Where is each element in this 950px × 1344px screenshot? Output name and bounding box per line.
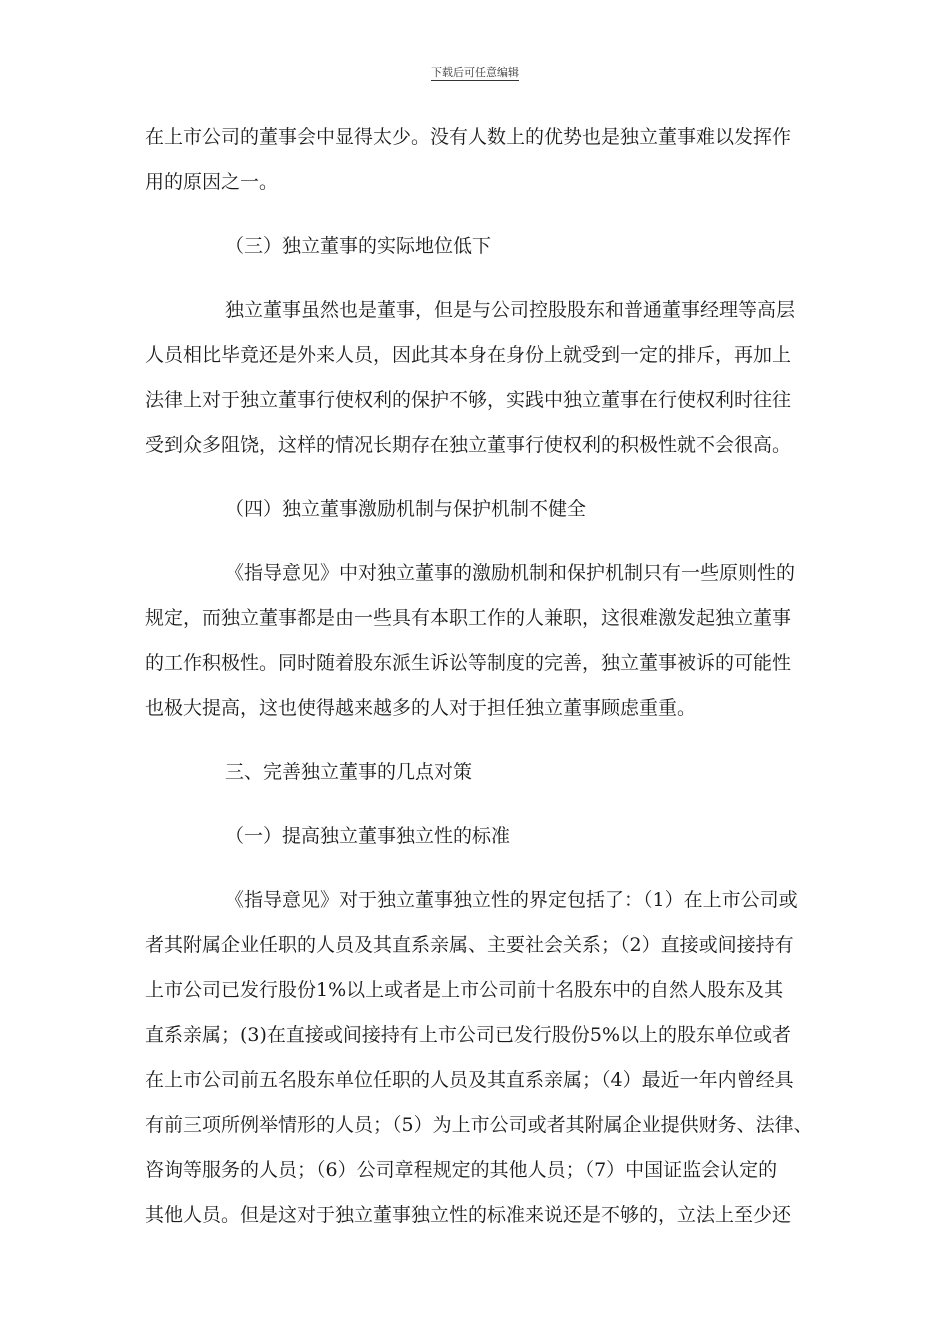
text-line: 有前三项所例举情形的人员；（5）为上市公司或者其附属企业提供财务、法律、 [145,1114,813,1136]
paragraph [145,122,825,197]
section-heading: （一）提高独立董事独立性的标准 [225,825,511,847]
text-line: 者其附属企业任职的人员及其直系亲属、主要社会关系；（2）直接或间接持有 [145,934,794,956]
text-line: 独立董事虽然也是董事，但是与公司控股股东和普通董事经理等高层 [225,299,796,321]
section-heading: 三、完善独立董事的几点对策 [225,761,473,783]
text-line: 《指导意见》中对独立董事的激励机制和保护机制只有一些原则性的 [225,562,796,584]
document-body [145,122,825,1230]
page-header [0,66,950,80]
text-line: 在上市公司前五名股东单位任职的人员及其直系亲属；（4）最近一年内曾经具 [145,1069,794,1091]
text-line: 上市公司已发行股份1%以上或者是上市公司前十名股东中的自然人股东及其 [145,979,784,1001]
text-line: 用的原因之一。 [145,171,279,193]
text-line: 在上市公司的董事会中显得太少。没有人数上的优势也是独立董事难以发挥作 [145,126,792,148]
paragraph [145,295,825,460]
paragraph [145,558,825,723]
paragraph [145,885,825,1230]
text-line: 其他人员。但是这对于独立董事独立性的标准来说还是不够的，立法上至少还 [145,1204,792,1226]
section-heading: （四）独立董事激励机制与保护机制不健全 [225,498,587,520]
text-line: 法律上对于独立董事行使权利的保护不够，实践中独立董事在行使权利时往往 [145,389,792,411]
text-line: 受到众多阻饶，这样的情况长期存在独立董事行使权利的积极性就不会很高。 [145,434,792,456]
text-line: 人员相比毕竟还是外来人员，因此其本身在身份上就受到一定的排斥，再加上 [145,344,792,366]
text-line: 规定，而独立董事都是由一些具有本职工作的人兼职，这很难激发起独立董事 [145,607,792,629]
text-line: 的工作积极性。同时随着股东派生诉讼等制度的完善，独立董事被诉的可能性 [145,652,792,674]
text-line: 咨询等服务的人员；（6）公司章程规定的其他人员；（7）中国证监会认定的 [145,1159,778,1181]
text-line: 《指导意见》对于独立董事独立性的界定包括了：（1）在上市公司或 [225,889,798,911]
text-line: 也极大提高，这也使得越来越多的人对于担任独立董事顾虑重重。 [145,697,697,719]
section-heading: （三）独立董事的实际地位低下 [225,235,492,257]
text-line: 直系亲属；(3)在直接或间接持有上市公司已发行股份5%以上的股东单位或者 [145,1024,792,1046]
page-header-text: 下载后可任意编辑 [431,66,519,79]
